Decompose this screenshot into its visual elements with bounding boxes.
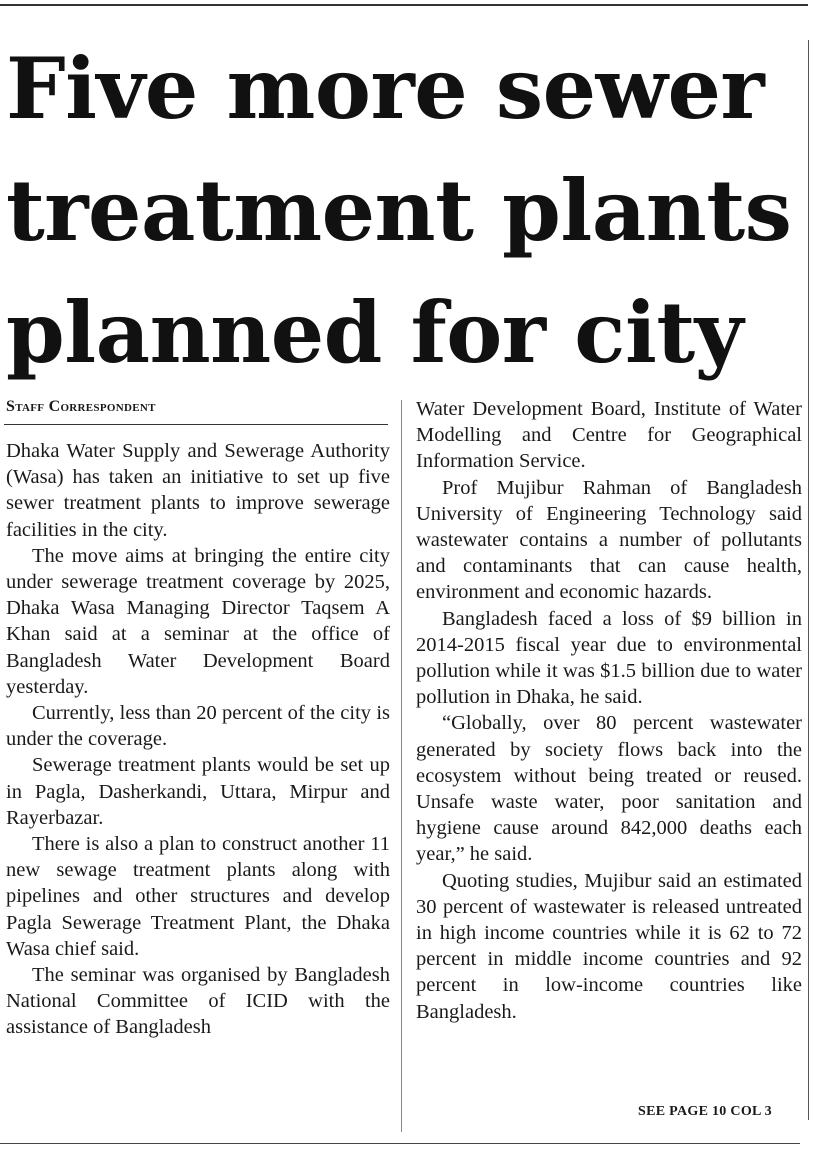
article-column-2 (416, 396, 802, 1025)
paragraph: Bangladesh faced a loss of $9 billion in 2014-2015 fiscal year due to environmental pollution while it was $1.5 billion due to water pollution in Dhaka, he said. (416, 607, 802, 709)
bottom-rule (0, 1143, 800, 1144)
byline: Staff Correspondent (6, 398, 156, 415)
paragraph: The seminar was organised by Bangladesh National Committee of ICID with the assistance of Bangladesh (6, 964, 390, 1039)
continuation-jump-line: SEE PAGE 10 COL 3 (638, 1104, 772, 1119)
paragraph: Sewerage treatment plants would be set up in Pagla, Dasherkandi, Uttara, Mirpur and Rayerbazar. (6, 754, 390, 829)
top-rule (0, 4, 808, 6)
paragraph: Quoting studies, Mujibur said an estimated 30 percent of wastewater is released untreated in high income countries while it is 62 to 72 percent in middle income countries and 92 percent in low-income countries like Bangladesh. (416, 869, 802, 1023)
paragraph: “Globally, over 80 percent wastewater generated by society flows back into the ecosystem without being treated or reused. Unsafe waste water, poor sanitation and hygiene cause around 842,000 deaths each year,” he said. (416, 712, 802, 866)
article-column-1 (6, 438, 390, 1041)
column-divider (401, 400, 402, 1132)
paragraph: Dhaka Water Supply and Sewerage Authority (Wasa) has taken an initiative to set up five sewer treatment plants to improve sewerage facilities in the city. (6, 440, 390, 541)
byline-rule (4, 424, 388, 425)
paragraph: Prof Mujibur Rahman of Bangladesh University of Engineering Technology said wastewater contains a number of pollutants and contaminants that can cause health, environment and economic hazards. (416, 476, 802, 604)
right-column-rule (808, 40, 809, 1120)
paragraph: The move aims at bringing the entire city under sewerage treatment coverage by 2025, Dhaka Wasa Managing Director Taqsem A Khan said at a seminar at the office of Bangladesh Water Development Board yesterday. (6, 544, 390, 698)
headline: Five more sewer treatment plants planned for city (6, 39, 792, 382)
paragraph: There is also a plan to construct another 11 new sewage treatment plants along with pipelines and other structures and develop Pagla Sewerage Treatment Plant, the Dhaka Wasa chief said. (6, 833, 390, 960)
paragraph: Water Development Board, Institute of Water Modelling and Centre for Geographical Information Service. (416, 398, 802, 473)
paragraph: Currently, less than 20 percent of the city is under the coverage. (6, 702, 390, 751)
